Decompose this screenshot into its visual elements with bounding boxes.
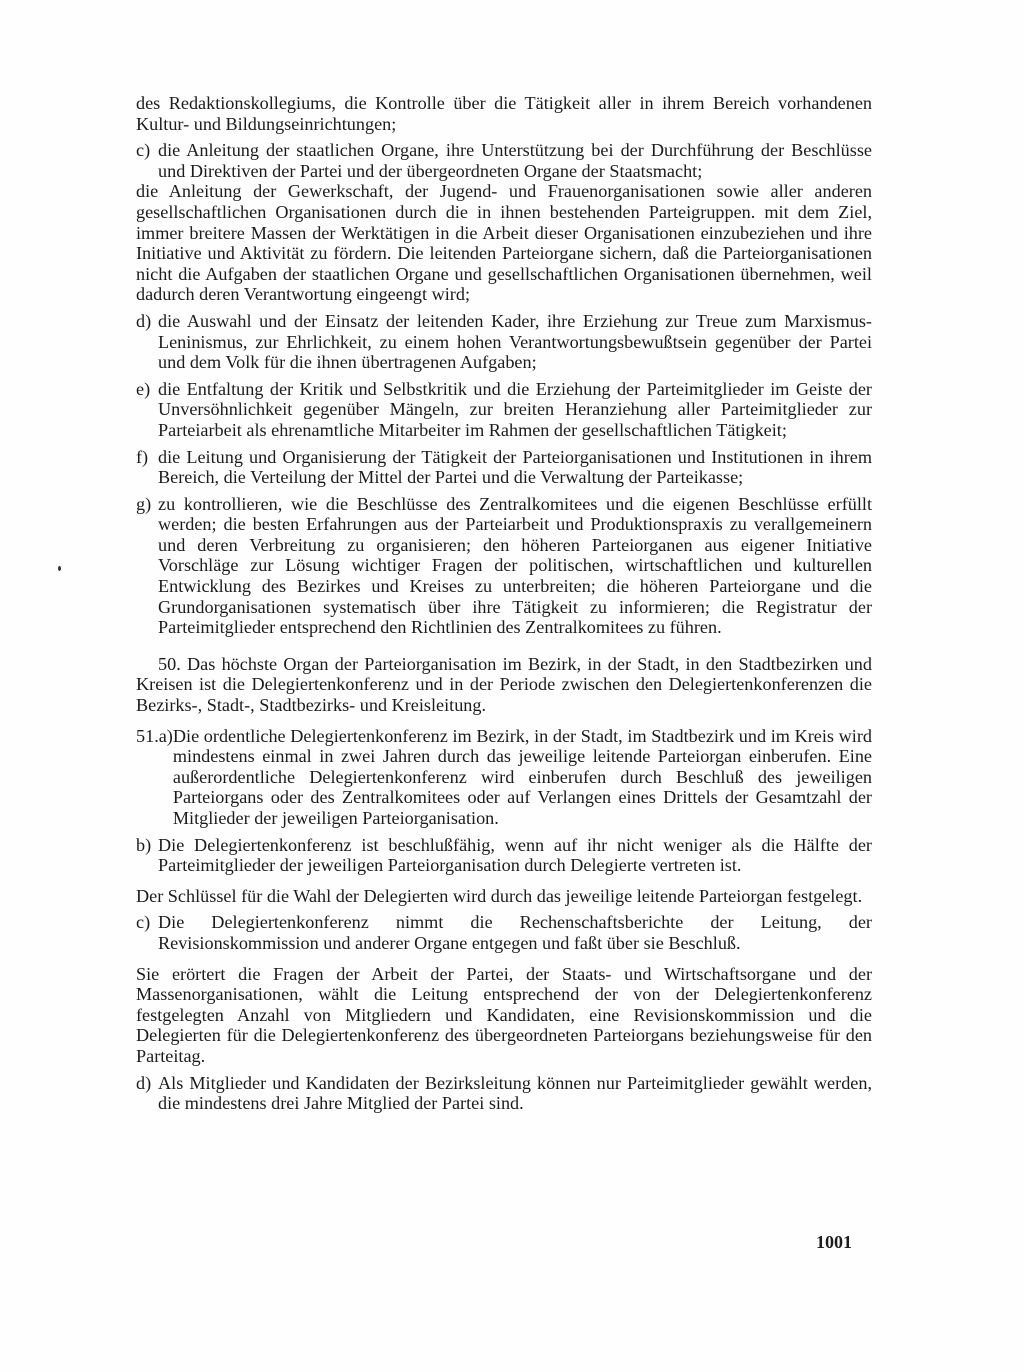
item-text: die Auswahl und der Einsatz der leitenden Kader, ihre Erziehung zur Treue zum Marxismus-Leninismus, zur Ehrlichkeit, zu einem hohen Verantwortungsbewußtsein gegenüber der Partei und dem Volk für die ihnen übertragenen Aufgaben; xyxy=(158,310,872,373)
document-body xyxy=(136,93,872,1114)
item-label: e) xyxy=(136,378,151,399)
list-item-g xyxy=(136,494,872,638)
item-continuation: Sie erörtert die Fragen der Arbeit der Partei, der Staats- und Wirtschaftsorgane und der Massenorganisationen, wählt die Leitung entsprechend der von der Delegiertenkonferenz festgelegten Anzahl von Mitgliedern und Kandidaten, eine Revisionskommission und die Delegierten für die Delegiertenkonferenz des übergeordneten Parteiorgans beziehungsweise für den Parteitag. xyxy=(136,963,872,1066)
list-item-e xyxy=(136,379,872,441)
item-text: Die Delegiertenkonferenz nimmt die Rechenschaftsberichte der Leitung, der Revisionskommission und anderer Organe entgegen und faßt über sie Beschluß. xyxy=(158,912,872,953)
item-label: d) xyxy=(136,1072,152,1093)
item-label: 51.a) xyxy=(136,725,173,746)
item-text: die Anleitung der staatlichen Organe, ihre Unterstützung bei der Durchführung der Beschlüsse und Direktiven der Partei und der übergeordneten Organe der Staatsmacht; xyxy=(158,140,872,181)
section-51-b xyxy=(136,835,872,876)
list-item-d xyxy=(136,311,872,373)
list-item-f xyxy=(136,447,872,488)
item-label: d) xyxy=(136,310,152,331)
item-text: Als Mitglieder und Kandidaten der Bezirksleitung können nur Parteimitglieder gewählt werden, die mindestens drei Jahre Mitglied der Partei sind. xyxy=(158,1072,872,1114)
item-text: die Leitung und Organisierung der Tätigkeit der Parteiorganisationen und Institutionen in ihrem Bereich, die Verteilung der Mittel der Partei und die Verwaltung der Parteikasse; xyxy=(158,446,872,488)
list-item-c xyxy=(136,140,872,181)
section-51-a xyxy=(136,726,872,829)
intro-continuation: des Redaktionskollegiums, die Kontrolle über die Tätigkeit aller in ihrem Bereich vorhandenen Kultur- und Bildungseinrichtungen; xyxy=(136,93,872,134)
section-50: 50. Das höchste Organ der Parteiorganisation im Bezirk, in der Stadt, in den Stadtbezirken und Kreisen ist die Delegiertenkonferenz und in der Periode zwischen den Delegiertenkonferenzen die Bezirks-, Stadt-, Stadtbezirks- und Kreisleitung. xyxy=(136,653,872,716)
item-continuation: die Anleitung der Gewerkschaft, der Jugend- und Frauenorganisationen sowie aller anderen gesellschaftlichen Organisationen durch die in ihnen bestehenden Parteigruppen. mit dem Ziel, immer breitere Massen der Werktätigen in die Arbeit dieser Organisationen einzubeziehen und ihre Initiative und Aktivität zu fördern. Die leitenden Parteiorgane sichern, daß die Parteiorganisationen nicht die Aufgaben der staatlichen Organe und gesellschaftlichen Organisationen übernehmen, weil dadurch deren Verantwortung eingeengt wird; xyxy=(136,181,872,305)
item-text: Die ordentliche Delegiertenkonferenz im Bezirk, in der Stadt, im Stadtbezirk und im Kreis wird mindestens einmal in zwei Jahren durch das jeweilige leitende Parteiorgan einberufen. Eine außerordentliche Delegiertenkonferenz wird einberufen durch Beschluß des jeweiligen Parteiorgans oder des Zentralkomitees oder auf Verlangen eines Drittels der Gesamtzahl der Mitglieder der jeweiligen Parteiorganisation. xyxy=(172,725,872,828)
item-label: c) xyxy=(136,912,151,933)
item-continuation: Der Schlüssel für die Wahl der Delegierten wird durch das jeweilige leitende Parteiorgan festgelegt. xyxy=(136,885,863,906)
item-label: f) xyxy=(136,446,149,467)
scan-speck xyxy=(58,566,61,571)
item-text: Die Delegiertenkonferenz ist beschlußfähig, wenn auf ihr nicht weniger als die Hälfte der Parteimitglieder der jeweiligen Parteiorganisation durch Delegierte vertreten ist. xyxy=(158,834,872,876)
section-51-d xyxy=(136,1073,872,1114)
item-label: c) xyxy=(136,140,151,161)
item-text: die Entfaltung der Kritik und Selbstkritik und die Erziehung der Parteimitglieder im Geiste der Unversöhnlichkeit gegenüber Mängeln, zur breiten Heranziehung aller Parteimitglieder zur Parteiarbeit als ehrenamtliche Mitarbeiter im Rahmen der gesellschaftlichen Tätigkeit; xyxy=(158,378,872,440)
item-label: g) xyxy=(136,493,152,514)
page-number: 1001 xyxy=(816,1232,852,1252)
item-label: b) xyxy=(136,834,152,855)
item-text: zu kontrollieren, wie die Beschlüsse des Zentralkomitees und die eigenen Beschlüsse erfüllt werden; die besten Erfahrungen aus der Parteiarbeit und Produktionspraxis zu verallgemeinern und deren Verbreitung zu organisieren; den höheren Parteiorganen aus eigener Initiative Vorschläge zur Lösung wichtiger Fragen der politischen, wirtschaftlichen und kulturellen Entwicklung des Bezirkes und Kreises zu unterbreiten; die höheren Parteiorgane und die Grundorganisationen systematisch über ihre Tätigkeit zu informieren; die Registratur der Parteimitglieder entsprechend den Richtlinien des Zentralkomitees zu führen. xyxy=(158,493,872,638)
section-51-c xyxy=(136,912,872,953)
